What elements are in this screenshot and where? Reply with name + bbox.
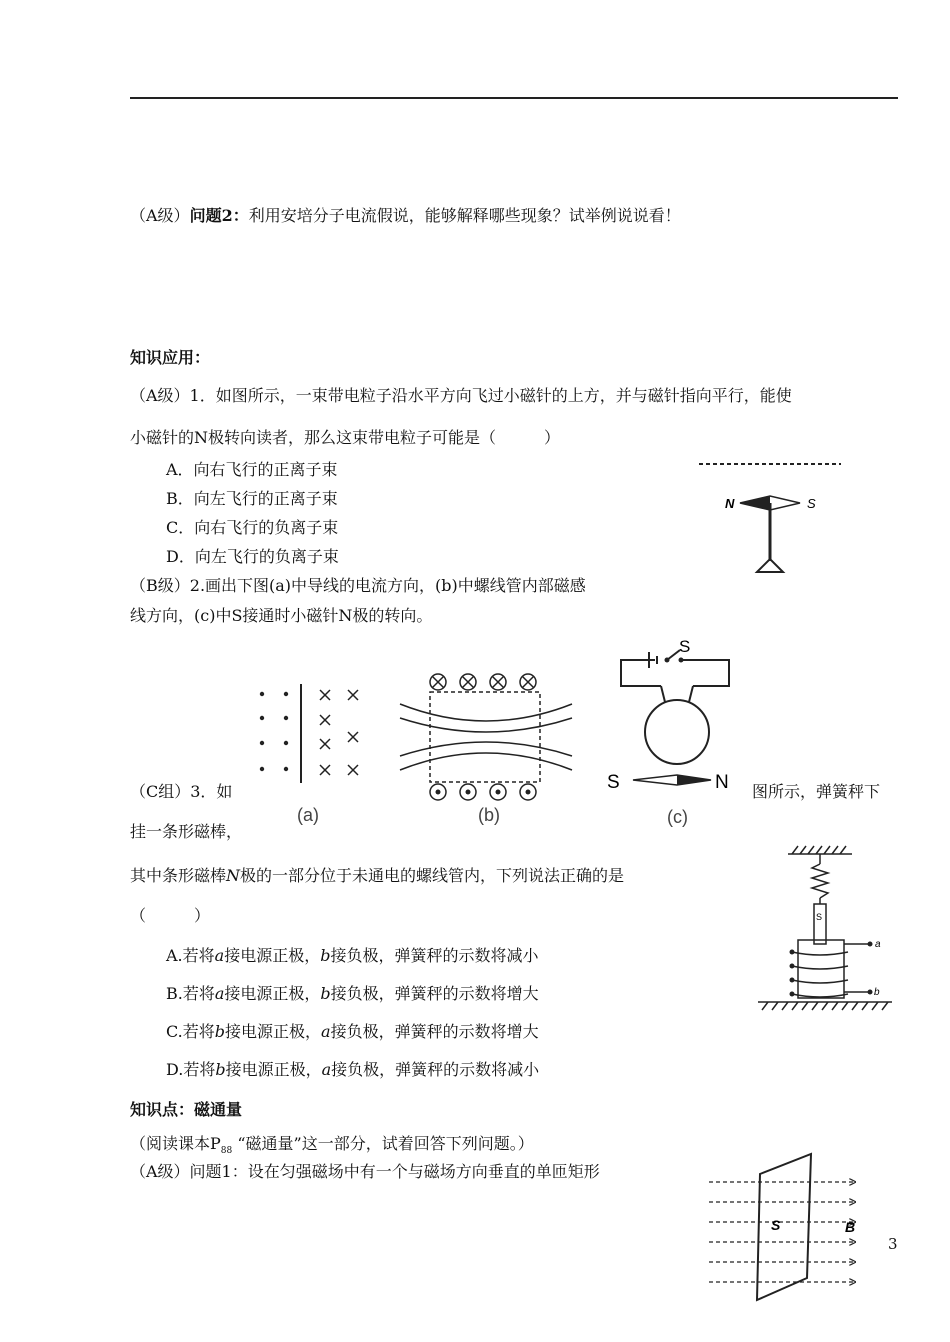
text: “磁通量”这一部分，试着回答下列问题。） bbox=[237, 1134, 534, 1153]
terminal-a-label: a bbox=[875, 939, 881, 950]
text: 接负极，弹簧秤的示数将减小 bbox=[331, 1060, 540, 1079]
var: b bbox=[214, 1022, 226, 1041]
label-a: (a) bbox=[297, 805, 319, 825]
problem-1-line-2: 小磁针的N极转向读者，那么这束带电粒子可能是（ ） bbox=[130, 428, 561, 447]
problem-3-start: （C组）3．如 bbox=[130, 782, 233, 801]
option-d bbox=[166, 1060, 539, 1080]
option-c: C．向右飞行的负离子束 bbox=[166, 518, 339, 537]
question-label: 问题2： bbox=[189, 206, 249, 225]
problem-1-line-1: （A级）1．如图所示，一束带电粒子沿水平方向飞过小磁针的上方，并与磁针指向平行，能使 bbox=[130, 386, 792, 405]
terminal-b-label: b bbox=[874, 987, 880, 998]
n-pole-label: N bbox=[715, 772, 729, 793]
question-2 bbox=[130, 206, 681, 226]
option-b: B．向左飞行的正离子束 bbox=[166, 489, 338, 508]
s-pole-label: S bbox=[607, 772, 620, 793]
problem-3-line-2: 挂一条形磁棒， bbox=[130, 822, 243, 841]
s-label: S bbox=[816, 912, 823, 922]
text: B.若将 bbox=[166, 984, 215, 1003]
var: b bbox=[320, 946, 331, 965]
n-label: N bbox=[725, 496, 735, 511]
section-heading-flux: 知识点：磁通量 bbox=[130, 1100, 243, 1119]
figure-c-loop-circuit bbox=[605, 630, 745, 830]
area-s-label: S bbox=[771, 1217, 781, 1233]
pole-var: N bbox=[226, 866, 241, 885]
var: b bbox=[215, 1060, 226, 1079]
text: 接负极，弹簧秤的示数将增大 bbox=[330, 984, 539, 1003]
var: a bbox=[214, 984, 225, 1003]
var: a bbox=[214, 946, 225, 965]
problem-3-line-3 bbox=[130, 866, 624, 886]
text: 其中条形磁棒 bbox=[130, 866, 227, 885]
question-text: 利用安培分子电流假说，能够解释哪些现象？试举例说说看！ bbox=[248, 206, 681, 225]
figure-a-wire-field bbox=[250, 680, 370, 830]
problem-3-continued: 图所示，弹簧秤下 bbox=[752, 782, 881, 801]
compass-figure bbox=[695, 458, 845, 583]
figure-b-solenoid bbox=[396, 668, 576, 830]
problem-2-line-2: 线方向，(c)中S接通时小磁针N极的转向。 bbox=[130, 606, 433, 625]
var: a bbox=[321, 1060, 332, 1079]
s-label: S bbox=[807, 496, 816, 511]
section-heading-application: 知识应用： bbox=[130, 348, 211, 367]
text: 接电源正极， bbox=[224, 946, 321, 965]
text: A.若将 bbox=[166, 946, 215, 965]
text: C.若将 bbox=[166, 1022, 215, 1041]
flux-rectangle-figure bbox=[705, 1150, 865, 1305]
level-tag: （A级） bbox=[130, 206, 190, 225]
text: 接电源正极， bbox=[225, 1060, 322, 1079]
option-a bbox=[166, 946, 538, 966]
text: 接负极，弹簧秤的示数将减小 bbox=[330, 946, 539, 965]
text: 接电源正极， bbox=[225, 1022, 322, 1041]
text: （阅读课本P bbox=[130, 1134, 221, 1153]
option-a: A．向右飞行的正离子束 bbox=[166, 460, 338, 479]
text: 接负极，弹簧秤的示数将增大 bbox=[330, 1022, 539, 1041]
text: 极的一部分位于未通电的螺线管内，下列说法正确的是 bbox=[240, 866, 625, 885]
header-rule bbox=[130, 97, 898, 99]
option-c bbox=[166, 1022, 539, 1042]
text: D.若将 bbox=[166, 1060, 216, 1079]
problem-3-paren: （ ） bbox=[130, 906, 211, 925]
page-ref: 88 bbox=[220, 1146, 233, 1157]
spring-scale-figure bbox=[752, 840, 898, 1020]
label-c: (c) bbox=[667, 807, 688, 827]
flux-reading-instruction bbox=[130, 1134, 534, 1161]
flux-question-1: （A级）问题1：设在匀强磁场中有一个与磁场方向垂直的单匝矩形 bbox=[130, 1162, 600, 1181]
page-number: 3 bbox=[888, 1235, 898, 1253]
field-b-label: B bbox=[845, 1219, 856, 1235]
var: b bbox=[320, 984, 331, 1003]
var: a bbox=[321, 1022, 331, 1041]
label-b: (b) bbox=[478, 805, 500, 825]
option-d: D．向左飞行的负离子束 bbox=[166, 547, 339, 566]
option-b bbox=[166, 984, 539, 1004]
text: 接电源正极， bbox=[224, 984, 321, 1003]
problem-2-line-1: （B级）2.画出下图(a)中导线的电流方向，(b)中螺线管内部磁感 bbox=[130, 576, 586, 595]
switch-label: S bbox=[679, 637, 691, 656]
